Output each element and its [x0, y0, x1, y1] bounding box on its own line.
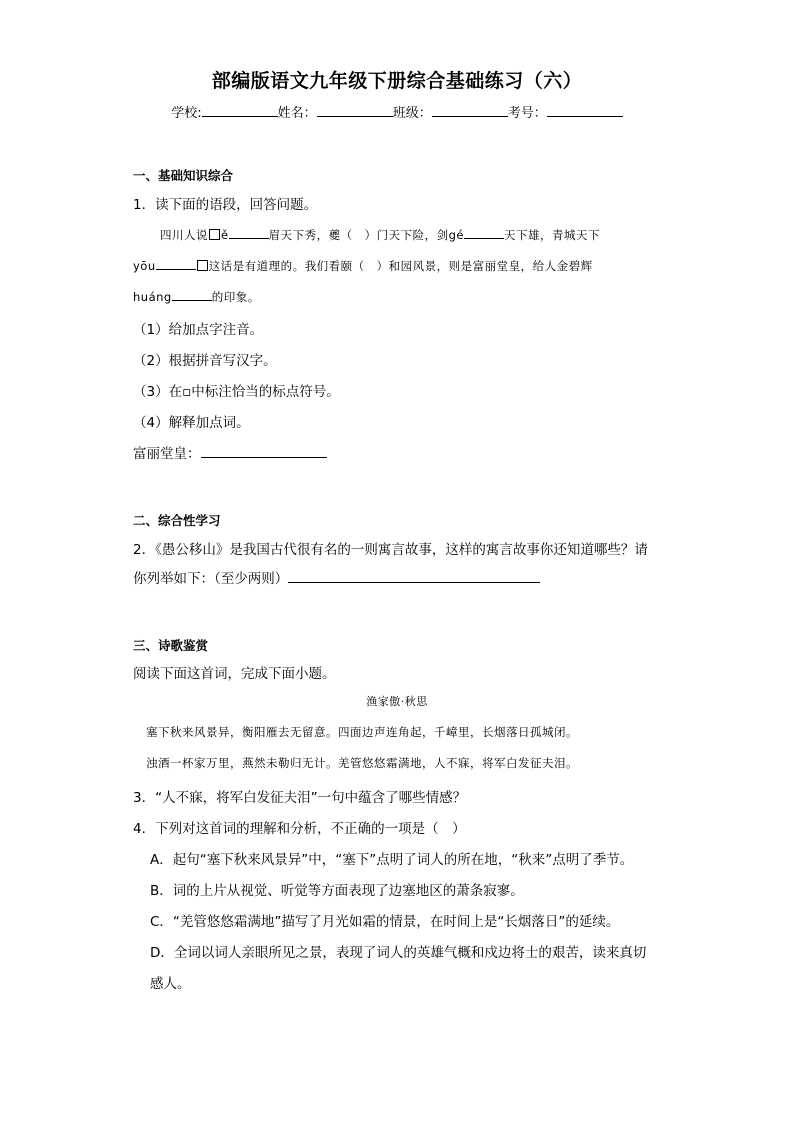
class-blank[interactable] — [432, 102, 508, 117]
option-b[interactable]: B．词的上片从视觉、听觉等方面表现了边塞地区的萧条寂寥。 — [150, 883, 524, 899]
answer-blank-4[interactable] — [172, 287, 212, 301]
class-label: 班级： — [392, 106, 432, 121]
term-label: 富丽堂皇： — [133, 446, 201, 462]
section3-heading: 三、诗歌鉴赏 — [133, 638, 209, 653]
q2-answer-blank[interactable] — [288, 569, 540, 583]
poem-line-2: 浊酒一杯家万里，燕然未勒归无计。羌管悠悠霜满地，人不寐，将军白发征夫泪。 — [146, 756, 578, 770]
pinyin-2: gé — [448, 228, 464, 242]
section1-heading: 一、基础知识综合 — [133, 168, 234, 183]
section2-heading: 二、综合性学习 — [133, 513, 221, 528]
exam-no-blank[interactable] — [547, 102, 623, 117]
q1-sub4: （4）解释加点词。 — [133, 415, 250, 431]
term-line — [133, 442, 327, 462]
q2-line-1: 2．《愚公移山》是我国古代很有名的一则寓言故事，这样的寓言故事你还知道哪些？请 — [133, 542, 648, 558]
q1-sub1: （1）给加点字注音。 — [133, 322, 264, 338]
term-answer-blank[interactable] — [201, 444, 327, 458]
name-label: 姓名： — [277, 106, 317, 121]
student-info-line — [0, 102, 794, 121]
poem-intro: 阅读下面这首词，完成下面小题。 — [133, 666, 336, 682]
answer-blank-3[interactable] — [156, 256, 196, 270]
q1-stem: 1．读下面的语段，回答问题。 — [133, 197, 318, 213]
name-blank[interactable] — [317, 102, 393, 117]
passage-line-2: yōu 这话是有道理的。我们看颐（ ）和园风景，则是富丽堂皇，给人金碧辉 — [133, 256, 593, 274]
q4-text: 4．下列对这首词的理解和分析，不正确的一项是（ ） — [133, 821, 466, 837]
option-d-line-1[interactable]: D．全词以词人亲眼所见之景，表现了词人的英雄气概和戍边将士的艰苦，读来真切 — [150, 945, 647, 961]
poem-line-1: 塞下秋来风景异，衡阳雁去无留意。四面边声连角起，千嶂里，长烟落日孤城闭。 — [146, 725, 578, 739]
punctuation-box-2[interactable] — [197, 260, 208, 271]
q1-sub2: （2）根据拼音写汉字。 — [133, 353, 277, 369]
passage-line-1: 四川人说 ě 眉天下秀，夔（ ）门天下险，剑gé 天下雄，青城天下 — [160, 225, 600, 243]
option-c[interactable]: C．“羌管悠悠霜满地”描写了月光如霜的情景，在时间上是“长烟落日”的延续。 — [150, 914, 620, 930]
answer-blank-1[interactable] — [229, 225, 269, 239]
q3-text: 3．“人不寐，将军白发征夫泪”一句中蕴含了哪些情感？ — [133, 790, 467, 806]
school-label: 学校: — [171, 106, 202, 121]
passage-line-3: huáng 的印象。 — [133, 287, 260, 305]
answer-blank-2[interactable] — [464, 225, 504, 239]
punctuation-box-1[interactable] — [209, 229, 220, 240]
option-d-line-2[interactable]: 感人。 — [150, 976, 191, 992]
pinyin-1: ě — [221, 228, 229, 242]
pinyin-4: huáng — [133, 290, 172, 304]
page-title: 部编版语文九年级下册综合基础练习（六） — [211, 70, 583, 92]
option-a[interactable]: A．起句“塞下秋来风景异”中，“塞下”点明了词人的所在地，“秋来”点明了季节。 — [150, 852, 634, 868]
pinyin-3: yōu — [133, 259, 156, 273]
q1-sub3: （3）在▫中标注恰当的标点符号。 — [133, 384, 340, 400]
q2-line-2: 你列举如下：（至少两则） — [133, 567, 540, 587]
exam-no-label: 考号： — [507, 106, 547, 121]
school-blank[interactable] — [202, 102, 278, 117]
poem-title: 渔家傲·秋思 — [366, 695, 428, 708]
